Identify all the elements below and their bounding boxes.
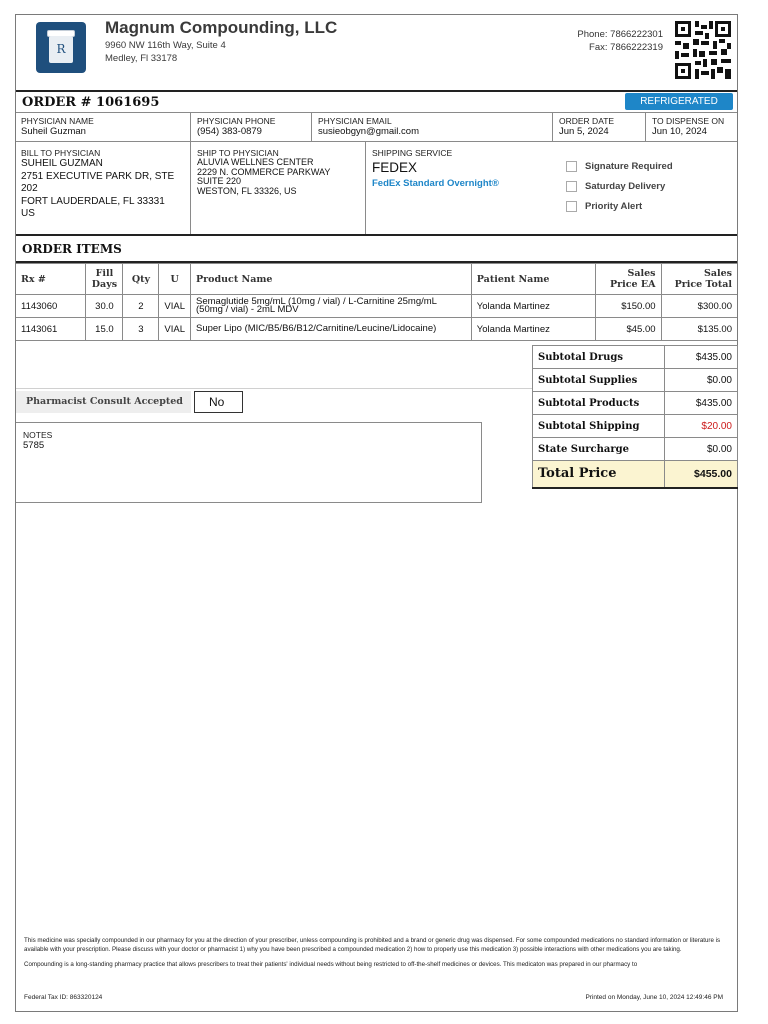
company-address-line2: Medley, Fl 33178 bbox=[105, 53, 178, 64]
order-date-label: ORDER DATE bbox=[559, 116, 615, 126]
notes-box bbox=[16, 422, 482, 503]
physician-email-value: susieobgyn@gmail.com bbox=[318, 126, 419, 137]
col-header-price-ea-line2: Price EA bbox=[610, 279, 656, 290]
rx-bottle-icon bbox=[49, 36, 73, 63]
product-name: Semaglutide 5mg/mL (10mg / vial) / L-Carnitine 25mg/mL (50mg / vial) - 2mL MDV bbox=[191, 295, 472, 318]
shipping-service-label: SHIPPING SERVICE bbox=[372, 148, 453, 158]
physician-phone-label: PHYSICIAN PHONE bbox=[197, 116, 276, 126]
shipping-service-type: FedEx Standard Overnight® bbox=[372, 178, 499, 189]
col-header-product: Product Name bbox=[191, 264, 472, 295]
patient-name: Yolanda Martinez bbox=[471, 295, 595, 318]
subtotal-drugs-value: $435.00 bbox=[665, 346, 738, 369]
col-header-fill-days-line1: Fill bbox=[95, 268, 114, 279]
subtotal-products-value: $435.00 bbox=[665, 392, 738, 415]
totals-row bbox=[533, 346, 738, 369]
quantity: 2 bbox=[123, 295, 159, 318]
signature-required-option[interactable] bbox=[566, 156, 673, 176]
order-document bbox=[15, 14, 738, 1012]
company-fax: Fax: 7866222319 bbox=[589, 42, 663, 53]
bill-to-cell bbox=[16, 142, 191, 234]
ship-to-line: ALUVIA WELLNES CENTER bbox=[197, 157, 314, 167]
bill-to-line: FORT LAUDERDALE, FL 33331 bbox=[21, 195, 165, 207]
state-surcharge-value: $0.00 bbox=[665, 438, 738, 461]
total-price-row bbox=[533, 461, 738, 488]
pharmacist-consult bbox=[16, 391, 532, 415]
bill-to-line: 202 bbox=[21, 183, 38, 194]
col-header-price-ea bbox=[595, 264, 661, 295]
unit: VIAL bbox=[159, 318, 191, 341]
col-header-fill-days bbox=[86, 264, 123, 295]
price-total: $300.00 bbox=[661, 295, 737, 318]
table-header-row bbox=[16, 264, 737, 295]
ship-to-line: WESTON, FL 33326, US bbox=[197, 185, 297, 196]
order-number: ORDER # 1061695 bbox=[22, 95, 160, 110]
consult-label: Pharmacist Consult Accepted bbox=[16, 391, 191, 413]
company-name: Magnum Compounding, LLC bbox=[105, 18, 338, 37]
priority-alert-option[interactable] bbox=[566, 196, 673, 216]
shipping-carrier: FEDEX bbox=[372, 160, 418, 175]
bill-to-line: SUHEIL GUZMAN bbox=[21, 158, 103, 169]
rx-number: 1143061 bbox=[16, 318, 86, 341]
totals-row bbox=[533, 369, 738, 392]
consult-value: No bbox=[194, 391, 243, 413]
divider bbox=[16, 388, 532, 389]
quantity: 3 bbox=[123, 318, 159, 341]
federal-tax-id: Federal Tax ID: 863320124 bbox=[24, 994, 103, 1001]
refrigerated-badge: REFRIGERATED bbox=[625, 93, 733, 110]
shipping-service-cell bbox=[366, 142, 546, 234]
physician-name-value: Suheil Guzman bbox=[21, 126, 86, 137]
signature-required-checkbox[interactable] bbox=[566, 161, 577, 172]
price-each: $45.00 bbox=[595, 318, 661, 341]
priority-alert-label: Priority Alert bbox=[585, 200, 643, 212]
col-header-patient: Patient Name bbox=[471, 264, 595, 295]
total-price-value: $455.00 bbox=[665, 461, 738, 488]
ship-to-cell bbox=[191, 142, 366, 234]
company-address bbox=[105, 39, 226, 65]
physician-info-row bbox=[16, 112, 737, 142]
subtotal-shipping-label: Subtotal Shipping bbox=[533, 415, 665, 438]
dispense-date-value: Jun 10, 2024 bbox=[652, 126, 707, 137]
ship-to-line: SUITE 220 bbox=[197, 176, 242, 186]
col-header-price-ea-line1: Sales bbox=[627, 268, 656, 279]
ship-to-line: 2229 N. COMMERCE PARKWAY bbox=[197, 166, 331, 177]
totals-row bbox=[533, 438, 738, 461]
physician-phone-cell bbox=[191, 113, 312, 141]
bill-to-line: 2751 EXECUTIVE PARK DR, STE bbox=[21, 170, 175, 182]
col-header-fill-days-line2: Days bbox=[91, 279, 118, 290]
notes-label: NOTES bbox=[23, 430, 53, 440]
order-items-title: ORDER ITEMS bbox=[22, 242, 122, 256]
logo-rx-text: R bbox=[56, 42, 66, 56]
col-header-qty: Qty bbox=[123, 264, 159, 295]
physician-name-label: PHYSICIAN NAME bbox=[21, 116, 94, 126]
fill-days: 30.0 bbox=[86, 295, 123, 318]
col-header-price-total-line1: Sales bbox=[703, 268, 732, 279]
saturday-delivery-option[interactable] bbox=[566, 176, 673, 196]
saturday-delivery-label: Saturday Delivery bbox=[585, 180, 666, 192]
product-name: Super Lipo (MIC/B5/B6/B12/Carnitine/Leucine/Lidocaine) bbox=[191, 318, 472, 341]
order-date-cell bbox=[553, 113, 646, 141]
state-surcharge-label: State Surcharge bbox=[533, 438, 665, 461]
order-header-bar bbox=[16, 90, 737, 111]
subtotal-products-label: Subtotal Products bbox=[533, 392, 665, 415]
disclaimer-paragraph: This medicine was specially compounded in our pharmacy for you at the direction of your prescriber, unless compounding is prohibited and a brand or generic drug was dispensed. For some compounded medications no standard information or literature is available with your prescription. Please discuss with your doctor or pharmacist 1) why you have been prescribed a compounded medication 2) how to properly use this medication 3) possible interactions with other medications you are taking. bbox=[24, 937, 721, 953]
table-row bbox=[16, 295, 737, 318]
physician-name-cell bbox=[16, 113, 191, 141]
company-address-line1: 9960 NW 116th Way, Suite 4 bbox=[105, 40, 226, 51]
signature-required-label: Signature Required bbox=[585, 160, 673, 172]
totals-row bbox=[533, 415, 738, 438]
subtotal-drugs-label: Subtotal Drugs bbox=[533, 346, 665, 369]
subtotal-shipping-value: $20.00 bbox=[665, 415, 738, 438]
price-total: $135.00 bbox=[661, 318, 737, 341]
bill-to-label: BILL TO PHYSICIAN bbox=[21, 148, 101, 158]
totals-row bbox=[533, 392, 738, 415]
notes-value: 5785 bbox=[23, 440, 45, 451]
qr-code-icon bbox=[675, 21, 731, 79]
unit: VIAL bbox=[159, 295, 191, 318]
subtotal-supplies-value: $0.00 bbox=[665, 369, 738, 392]
col-header-price-total bbox=[661, 264, 737, 295]
col-header-price-total-line2: Price Total bbox=[674, 279, 732, 290]
delivery-options bbox=[566, 156, 673, 216]
patient-name: Yolanda Martinez bbox=[471, 318, 595, 341]
order-date-value: Jun 5, 2024 bbox=[559, 126, 609, 137]
company-contact bbox=[577, 28, 663, 54]
fill-days: 15.0 bbox=[86, 318, 123, 341]
dispense-date-label: TO DISPENSE ON bbox=[652, 116, 725, 126]
col-header-unit: U bbox=[159, 264, 191, 295]
physician-email-cell bbox=[312, 113, 553, 141]
price-each: $150.00 bbox=[595, 295, 661, 318]
subtotal-supplies-label: Subtotal Supplies bbox=[533, 369, 665, 392]
printed-timestamp: Printed on Monday, June 10, 2024 12:49:46 PM bbox=[585, 994, 723, 1001]
total-price-label: Total Price bbox=[533, 461, 665, 488]
table-row bbox=[16, 318, 737, 341]
physician-phone-value: (954) 383-0879 bbox=[197, 126, 262, 137]
priority-alert-checkbox[interactable] bbox=[566, 201, 577, 212]
ship-to-label: SHIP TO PHYSICIAN bbox=[197, 148, 279, 158]
address-row bbox=[16, 142, 737, 236]
dispense-date-cell bbox=[646, 113, 737, 141]
bill-to-line: US bbox=[21, 208, 35, 219]
disclaimer-paragraph: Compounding is a long-standing pharmacy practice that allows prescribers to treat their patients' individual needs without being restricted to off-the-shelf medicines or devices. This medicaton was prepared in our pharmacy to bbox=[24, 961, 638, 968]
pharmacy-logo bbox=[36, 22, 86, 73]
totals-table bbox=[532, 345, 738, 489]
col-header-rx: Rx # bbox=[16, 264, 86, 295]
order-items-table bbox=[16, 263, 737, 341]
physician-email-label: PHYSICIAN EMAIL bbox=[318, 116, 392, 126]
rx-number: 1143060 bbox=[16, 295, 86, 318]
disclaimer bbox=[24, 936, 732, 975]
company-phone: Phone: 7866222301 bbox=[577, 29, 663, 40]
saturday-delivery-checkbox[interactable] bbox=[566, 181, 577, 192]
